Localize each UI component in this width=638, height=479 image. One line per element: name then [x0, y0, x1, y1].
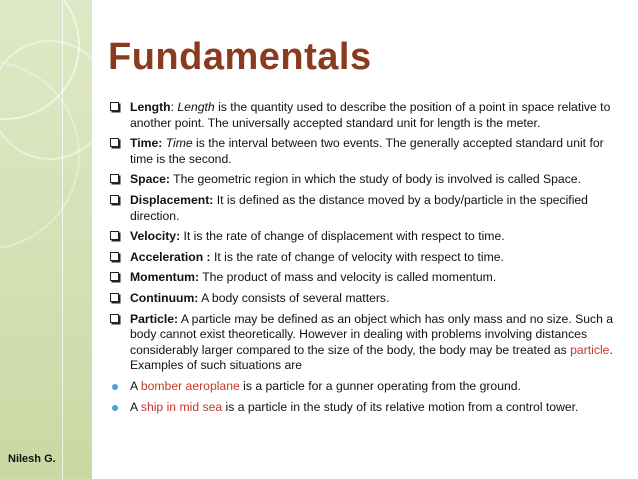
term-label: Acceleration : — [130, 249, 211, 264]
term-label: Length — [130, 100, 171, 114]
term-label: Particle: — [130, 311, 179, 326]
checkbox-bullet-icon — [110, 314, 119, 323]
sidebar-decoration — [0, 0, 92, 479]
checkbox-bullet-icon — [110, 293, 119, 302]
checkbox-bullet-icon — [110, 231, 119, 240]
term-label: Time: — [130, 136, 163, 151]
list-item: Space: The geometric region in which the study of body is involved is called Space. — [110, 172, 620, 188]
checkbox-bullet-icon — [110, 252, 119, 261]
checkbox-bullet-icon — [110, 102, 119, 111]
example-item: A bomber aeroplane is a particle for a gunner operating from the ground. — [110, 379, 620, 395]
checkbox-bullet-icon — [110, 138, 119, 147]
checkbox-bullet-icon — [110, 272, 119, 281]
list-item: Particle: A particle may be defined as an object which has only mass and no size. Such a body cannot exist theoretically. However in dealing with problems involving distances considerably larger compared to the size of the body, the body may be treated as particle. Examples of such situations are — [110, 312, 620, 374]
list-item: Length: Length is the quantity used to describe the position of a point in space relative to another point. The universally accepted standard unit for length is the meter. — [110, 100, 620, 131]
term-label: Continuum: — [130, 290, 199, 305]
dot-bullet-icon — [112, 384, 118, 390]
term-label: Space: — [130, 172, 170, 187]
term-label: Displacement: — [130, 192, 214, 207]
list-item: Velocity: It is the rate of change of displacement with respect to time. — [110, 229, 620, 245]
example-item: A ship in mid sea is a particle in the study of its relative motion from a control tower. — [110, 400, 620, 416]
list-item: Time: Time is the interval between two events. The generally accepted standard unit for time is the second. — [110, 136, 620, 167]
list-item: Momentum: The product of mass and velocity is called momentum. — [110, 270, 620, 286]
author-label: Nilesh G. — [8, 453, 56, 465]
list-item: Acceleration : It is the rate of change of velocity with respect to time. — [110, 250, 620, 266]
slide-content — [110, 100, 620, 420]
dot-bullet-icon — [112, 405, 118, 411]
decorative-line — [62, 0, 63, 479]
list-item: Continuum: A body consists of several matters. — [110, 291, 620, 307]
slide-title: Fundamentals — [108, 36, 372, 78]
list-item: Displacement: It is defined as the distance moved by a body/particle in the specified direction. — [110, 193, 620, 224]
checkbox-bullet-icon — [110, 174, 119, 183]
term-label: Momentum: — [130, 270, 200, 285]
term-label: Velocity: — [130, 229, 181, 244]
checkbox-bullet-icon — [110, 195, 119, 204]
